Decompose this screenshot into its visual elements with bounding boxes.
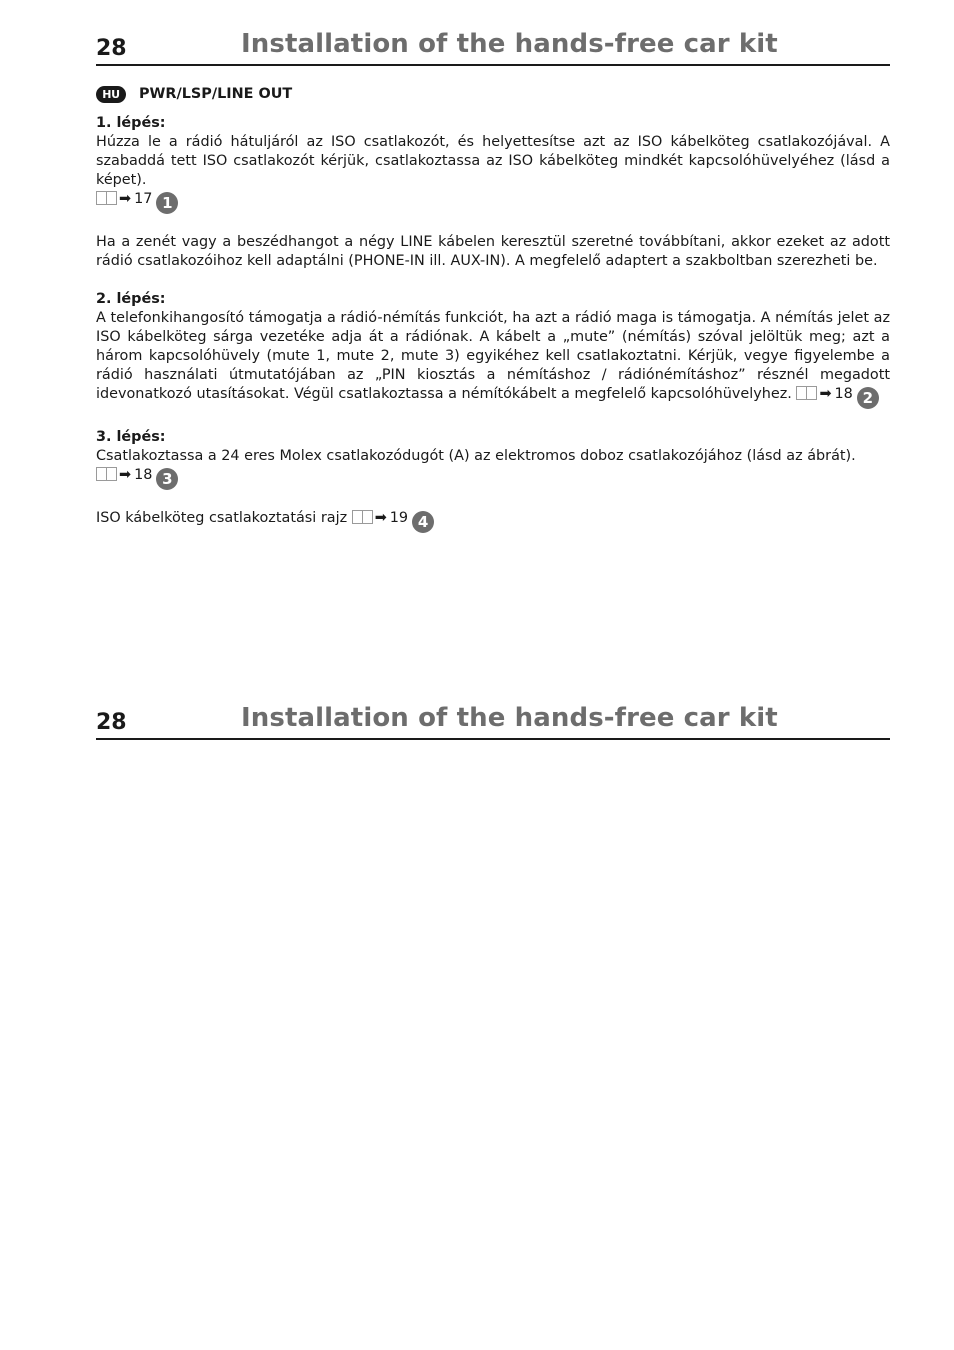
figure-number-badge: 3 [156,468,178,490]
arrow-icon: ➡ [119,467,132,483]
book-icon [352,510,372,523]
arrow-icon: ➡ [374,510,387,526]
main-content [96,84,890,533]
step-3-body: Csatlakoztassa a 24 eres Molex csatlakozódugót (A) az elektromos doboz csatlakozójához (lásd az ábrát). [96,448,856,464]
section-title: PWR/LSP/LINE OUT [139,85,293,102]
page-header-top [96,22,890,66]
reference-page: 18 [834,386,853,402]
reference-page: 18 [134,467,153,483]
step-2-title: 2. lépés: [96,291,166,307]
section-header [96,84,890,104]
reference-page: 17 [134,191,153,207]
figure-number-badge: 1 [156,192,178,214]
step-2-reference [796,386,878,407]
line-info-text: Ha a zenét vagy a beszédhangot a négy LINE kábelen keresztül szeretné továbbítani, akkor ezeket az adott rádió csatlakozóihoz kell adaptálni (PHONE-IN ill. AUX-IN). A megfelelő adaptert a szakboltban szerezheti be. [96,234,890,269]
reference-page: 19 [389,510,409,526]
arrow-icon: ➡ [819,386,832,402]
page-number: 28 [96,36,127,61]
step-1 [96,114,890,214]
page-number: 28 [96,710,127,735]
step-3-text [96,447,890,466]
step-3-title: 3. lépés: [96,429,166,445]
figure-number-badge: 2 [857,387,879,409]
page-title: Installation of the hands-free car kit [241,703,778,733]
step-1-title: 1. lépés: [96,115,166,131]
step-2 [96,290,890,409]
book-icon [96,191,116,204]
page-header-bottom [96,696,890,740]
figure-number-badge: 4 [412,511,434,533]
page-title: Installation of the hands-free car kit [241,29,778,59]
step-3 [96,428,890,490]
book-icon [96,467,116,480]
step-2-text [96,309,890,409]
iso-drawing-text: ISO kábelköteg csatlakoztatási rajz [96,510,348,526]
iso-drawing-line [96,509,890,533]
step-3-reference [96,466,890,490]
step-1-body: Húzza le a rádió hátuljáról az ISO csatlakozót, és helyettesítse azt az ISO kábelköteg csatlakozójával. A szabaddá tett ISO csatlakozót kérjük, csatlakoztassa az ISO kábelköteg mindkét kapcsolóhüvelyéhez (lásd a képet). [96,134,890,188]
step-1-text [96,133,890,190]
arrow-icon: ➡ [119,191,132,207]
language-badge: HU [96,86,126,103]
book-icon [796,386,816,399]
iso-drawing-reference [352,510,434,531]
step-2-body: A telefonkihangosító támogatja a rádió-némítás funkciót, ha azt a rádió maga is támogatja. A némítás jelet az ISO kábelköteg sárga vezetéke adja át a rádiónak. A kábelt a „mute” (némítás) szóval jelöltük meg; azt a három kapcsolóhüvely (mute 1, mute 2, mute 3) egyikéhez kell csatlakoztatni. Kérjük, vegye figyelembe a rádió használati útmutatójában az „PIN kiosztás a némításhoz / rádiónémításhoz” résznél megadott idevonatkozó utasításokat. Végül csatlakoztassa a némítókábelt a megfelelő kapcsolóhüvelyhez. [96,310,890,402]
step-1-reference [96,190,890,214]
